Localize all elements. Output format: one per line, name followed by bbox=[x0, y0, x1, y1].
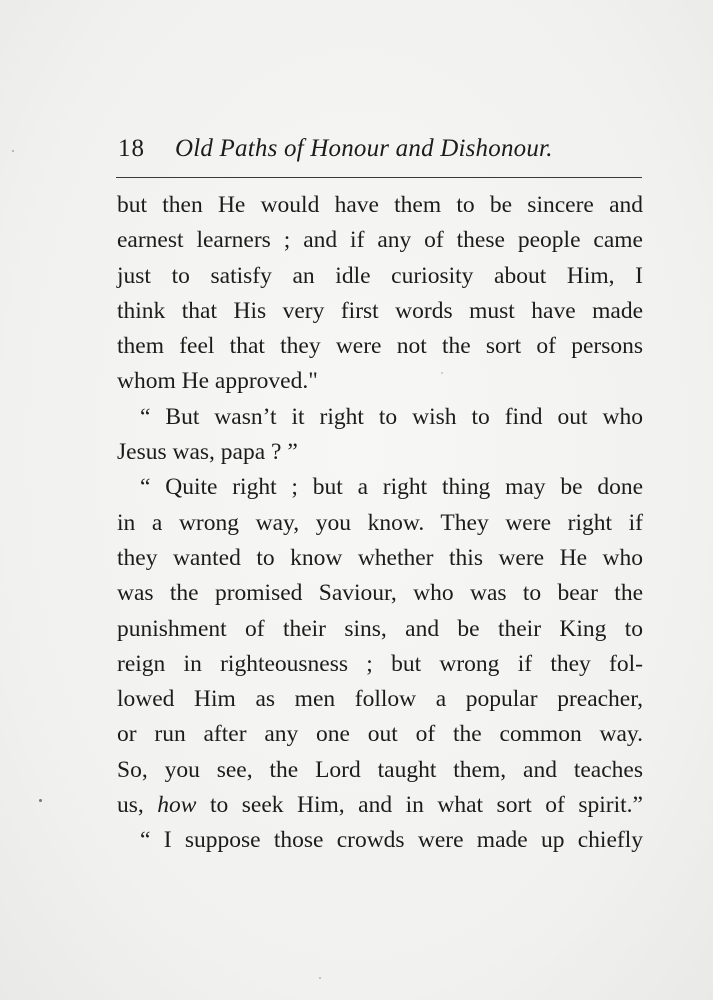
page-number: 18 bbox=[118, 135, 145, 162]
paper-speck bbox=[39, 799, 42, 802]
text-line: punishment of their sins, and be their King to bbox=[117, 615, 643, 642]
paper-speck bbox=[12, 150, 14, 152]
text-line: just to satisfy an idle curiosity about Him, I bbox=[117, 262, 643, 289]
text-line: think that His very first words must have made bbox=[117, 297, 643, 324]
text-line: “ Quite right ; but a right thing may be done bbox=[140, 474, 643, 501]
text-line: whom He approved." bbox=[117, 368, 318, 395]
text-line: in a wrong way, you know. They were right if bbox=[117, 509, 643, 536]
text-line: lowed Him as men follow a popular preacher, bbox=[117, 686, 643, 713]
body-text bbox=[117, 188, 643, 859]
text-line: or run after any one out of the common way. bbox=[117, 721, 643, 748]
text-line: reign in righteousness ; but wrong if they fol- bbox=[117, 650, 643, 677]
paper-speck bbox=[441, 372, 443, 374]
text-line: So, you see, the Lord taught them, and teaches bbox=[117, 756, 643, 783]
text-line: earnest learners ; and if any of these people came bbox=[117, 227, 643, 254]
text-line: but then He would have them to be sincere and bbox=[117, 192, 643, 218]
text-line: “ I suppose those crowds were made up chiefly bbox=[140, 827, 643, 854]
text-line: they wanted to know whether this were He who bbox=[117, 544, 643, 571]
running-title: Old Paths of Honour and Dishonour. bbox=[175, 135, 553, 162]
text-line: them feel that they were not the sort of persons bbox=[117, 333, 643, 360]
header-rule bbox=[116, 177, 642, 178]
text-line-rest: to seek Him, and in what sort of spirit.” bbox=[209, 792, 643, 819]
text-line-prefix: us, bbox=[117, 792, 144, 819]
text-line: was the promised Saviour, who was to bear the bbox=[117, 580, 643, 607]
running-head bbox=[118, 132, 642, 166]
paper-speck bbox=[319, 977, 321, 979]
text-line: Jesus was, papa ? ” bbox=[117, 439, 298, 466]
text-line: “ But wasn’t it right to wish to find out who bbox=[140, 403, 643, 430]
emphasized-word: how bbox=[157, 792, 197, 819]
text-line bbox=[117, 788, 643, 823]
